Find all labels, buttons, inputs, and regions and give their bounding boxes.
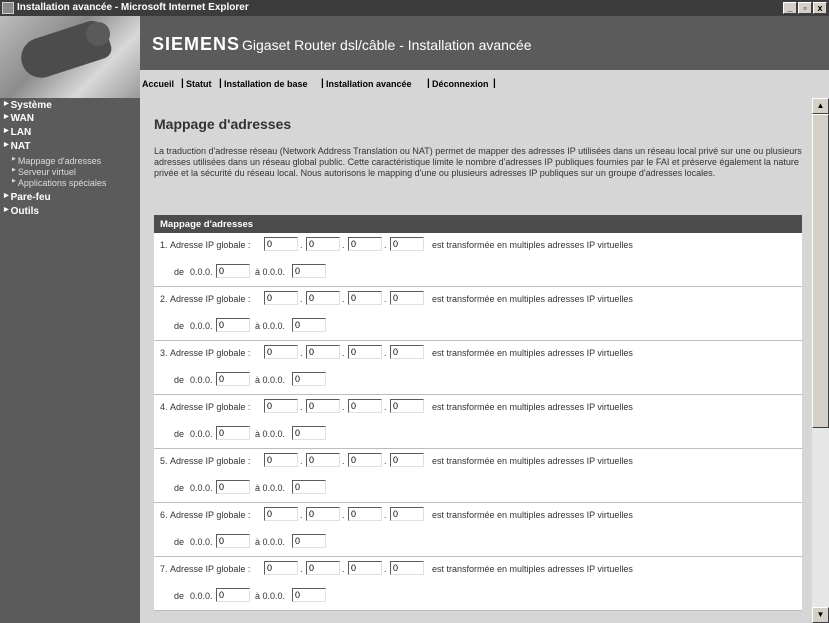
nav-deconnexion[interactable]: Déconnexion (432, 79, 489, 89)
row-number: 2. (160, 294, 168, 304)
transform-text: est transformée en multiples adresses IP virtuelles (432, 456, 633, 466)
transform-text: est transformée en multiples adresses IP virtuelles (432, 564, 633, 574)
ip-octet-4-input[interactable] (390, 561, 424, 575)
global-ip-label: Adresse IP globale : (170, 348, 251, 358)
range-prefix: 0.0.0. (190, 591, 213, 601)
triangle-right-icon: ▶ (12, 178, 16, 184)
to-label: à 0.0.0. (255, 429, 286, 439)
from-label: de (174, 537, 185, 547)
ip-dot: . (384, 294, 387, 304)
global-ip-label: Adresse IP globale : (170, 510, 251, 520)
triangle-right-icon: ▶ (4, 128, 9, 134)
from-label: de (174, 429, 185, 439)
triangle-right-icon: ▶ (4, 193, 9, 199)
nav-statut[interactable]: Statut (186, 79, 212, 89)
nav-installation-de-base[interactable]: Installation de base (224, 79, 308, 89)
ip-octet-2-input[interactable] (306, 345, 340, 359)
mapping-row (154, 503, 802, 557)
range-start-input[interactable] (216, 480, 250, 494)
ip-octet-3-input[interactable] (348, 345, 382, 359)
ip-octet-4-input[interactable] (390, 453, 424, 467)
nav-separator: | (321, 78, 324, 89)
minimize-button[interactable]: _ (783, 2, 797, 14)
maximize-button[interactable]: ▫ (798, 2, 812, 14)
ip-dot: . (384, 348, 387, 358)
mapping-row (154, 449, 802, 503)
range-end-input[interactable] (292, 534, 326, 548)
global-ip-label: Adresse IP globale : (170, 402, 251, 412)
row-number: 4. (160, 402, 168, 412)
page-description: La traduction d'adresse réseau (Network Address Translation ou NAT) permet de mapper des adresses IP utilisées dans un réseau local privé sur une ou plusieurs adresses utilisées dans un réseau global public. Cette caractéristique limite le nombre d'adresses IP publiques fournies par le FAI et préserve également la nature privée et la sécurité du réseau local. Nous autorisons le mapping d'une ou plusieurs adresses IP publiques sur un groupe d'adresses locales. (154, 146, 802, 178)
window-title: Installation avancée - Microsoft Internet Explorer (17, 2, 249, 13)
range-prefix: 0.0.0. (190, 267, 213, 277)
global-ip-label: Adresse IP globale : (170, 240, 251, 250)
sidebar-subitem-serveur-virtuel[interactable] (12, 167, 76, 177)
table-header-label: Mappage d'adresses (160, 219, 254, 230)
sidebar-subitem-label: Mappage d'adresses (17, 156, 102, 166)
brand-logo: SIEMENS (152, 34, 241, 54)
to-label: à 0.0.0. (255, 267, 286, 277)
ip-octet-1-input[interactable] (264, 561, 298, 575)
scroll-up-icon[interactable]: ▲ (812, 98, 829, 114)
top-nav (140, 70, 829, 98)
ip-octet-3-input[interactable] (348, 399, 382, 413)
vertical-scrollbar[interactable] (812, 98, 829, 623)
mapping-row (154, 341, 802, 395)
ip-dot: . (300, 510, 303, 520)
scrollbar-thumb[interactable] (812, 114, 829, 428)
ip-octet-4-input[interactable] (390, 507, 424, 521)
range-start-input[interactable] (216, 588, 250, 602)
sidebar-item-label: Pare-feu (10, 192, 51, 203)
transform-text: est transformée en multiples adresses IP virtuelles (432, 294, 633, 304)
range-prefix: 0.0.0. (190, 375, 213, 385)
ip-octet-1-input[interactable] (264, 345, 298, 359)
range-start-input[interactable] (216, 264, 250, 278)
transform-text: est transformée en multiples adresses IP virtuelles (432, 240, 633, 250)
ip-dot: . (342, 456, 345, 466)
nav-installation-avancee[interactable]: Installation avancée (326, 79, 412, 89)
page-title: Mappage d'adresses (154, 116, 292, 132)
sidebar-item-wan[interactable] (4, 113, 34, 124)
nav-separator: | (181, 78, 184, 89)
ip-octet-2-input[interactable] (306, 561, 340, 575)
sidebar-subitem-label: Serveur virtuel (17, 167, 76, 177)
ip-octet-3-input[interactable] (348, 237, 382, 251)
banner-photo (0, 16, 140, 98)
ip-octet-1-input[interactable] (264, 237, 298, 251)
ip-octet-4-input[interactable] (390, 345, 424, 359)
sidebar-item-label: LAN (10, 127, 32, 138)
ip-dot: . (342, 402, 345, 412)
mapping-row (154, 557, 802, 611)
scroll-down-icon[interactable]: ▼ (812, 607, 829, 623)
sidebar (0, 98, 140, 623)
ip-octet-3-input[interactable] (348, 561, 382, 575)
range-end-input[interactable] (292, 480, 326, 494)
range-end-input[interactable] (292, 318, 326, 332)
close-button[interactable]: x (813, 2, 827, 14)
ip-dot: . (342, 564, 345, 574)
nav-separator: | (427, 78, 430, 89)
triangle-right-icon: ▶ (12, 167, 16, 173)
ip-dot: . (384, 456, 387, 466)
from-label: de (174, 483, 185, 493)
range-prefix: 0.0.0. (190, 321, 213, 331)
to-label: à 0.0.0. (255, 375, 286, 385)
from-label: de (174, 267, 185, 277)
range-end-input[interactable] (292, 426, 326, 440)
ip-octet-1-input[interactable] (264, 507, 298, 521)
ip-octet-2-input[interactable] (306, 453, 340, 467)
mapping-row (154, 395, 802, 449)
ip-dot: . (300, 294, 303, 304)
ip-dot: . (300, 564, 303, 574)
global-ip-label: Adresse IP globale : (170, 294, 251, 304)
ip-octet-3-input[interactable] (348, 291, 382, 305)
transform-text: est transformée en multiples adresses IP virtuelles (432, 348, 633, 358)
product-title: Gigaset Router dsl/câble - Installation avancée (242, 37, 532, 53)
mapping-row (154, 233, 802, 287)
window-titlebar (0, 0, 829, 16)
row-number: 6. (160, 510, 168, 520)
range-end-input[interactable] (292, 588, 326, 602)
global-ip-label: Adresse IP globale : (170, 456, 251, 466)
sidebar-item-lan[interactable] (4, 127, 31, 138)
ip-dot: . (300, 402, 303, 412)
sidebar-item-label: Outils (10, 206, 39, 217)
ip-octet-1-input[interactable] (264, 453, 298, 467)
to-label: à 0.0.0. (255, 537, 286, 547)
global-ip-label: Adresse IP globale : (170, 564, 251, 574)
transform-text: est transformée en multiples adresses IP virtuelles (432, 510, 633, 520)
ip-dot: . (384, 510, 387, 520)
nav-separator: | (493, 78, 496, 89)
row-number: 3. (160, 348, 168, 358)
sidebar-item-label: WAN (10, 113, 34, 124)
triangle-right-icon: ▶ (4, 207, 9, 213)
range-prefix: 0.0.0. (190, 483, 213, 493)
sidebar-item-label: NAT (10, 141, 31, 152)
range-start-input[interactable] (216, 318, 250, 332)
range-start-input[interactable] (216, 372, 250, 386)
ie-icon (2, 2, 14, 14)
row-number: 5. (160, 456, 168, 466)
ip-octet-2-input[interactable] (306, 507, 340, 521)
from-label: de (174, 321, 185, 331)
nav-accueil[interactable]: Accueil (142, 79, 175, 89)
ip-dot: . (342, 348, 345, 358)
ip-octet-2-input[interactable] (306, 291, 340, 305)
sidebar-subitem-mappage[interactable] (12, 156, 101, 166)
transform-text: est transformée en multiples adresses IP virtuelles (432, 402, 633, 412)
ip-octet-2-input[interactable] (306, 237, 340, 251)
sidebar-item-pare-feu[interactable] (4, 192, 51, 203)
ip-octet-1-input[interactable] (264, 291, 298, 305)
triangle-right-icon: ▶ (12, 156, 16, 162)
ip-dot: . (300, 240, 303, 250)
range-start-input[interactable] (216, 426, 250, 440)
row-number: 1. (160, 240, 168, 250)
ip-dot: . (300, 348, 303, 358)
to-label: à 0.0.0. (255, 321, 286, 331)
from-label: de (174, 591, 185, 601)
ip-dot: . (342, 294, 345, 304)
window-controls (783, 2, 827, 14)
sidebar-item-systeme[interactable] (4, 100, 52, 111)
banner (140, 16, 829, 70)
sidebar-item-nat[interactable] (4, 141, 30, 152)
ip-octet-3-input[interactable] (348, 453, 382, 467)
sidebar-subitem-label: Applications spéciales (17, 178, 107, 188)
range-end-input[interactable] (292, 372, 326, 386)
row-number: 7. (160, 564, 168, 574)
to-label: à 0.0.0. (255, 483, 286, 493)
mapping-row (154, 287, 802, 341)
nav-separator: | (219, 78, 222, 89)
range-end-input[interactable] (292, 264, 326, 278)
ip-octet-2-input[interactable] (306, 399, 340, 413)
table-header (154, 215, 802, 233)
ip-octet-4-input[interactable] (390, 399, 424, 413)
ip-octet-1-input[interactable] (264, 399, 298, 413)
triangle-right-icon: ▶ (4, 114, 9, 120)
ip-dot: . (342, 510, 345, 520)
photo-figure-head (86, 22, 110, 46)
ip-dot: . (384, 240, 387, 250)
sidebar-item-label: Système (10, 100, 52, 111)
ip-octet-4-input[interactable] (390, 291, 424, 305)
ip-octet-3-input[interactable] (348, 507, 382, 521)
sidebar-item-outils[interactable] (4, 206, 39, 217)
ip-dot: . (300, 456, 303, 466)
range-prefix: 0.0.0. (190, 537, 213, 547)
triangle-right-icon: ▶ (4, 142, 9, 148)
range-prefix: 0.0.0. (190, 429, 213, 439)
sidebar-subitem-applications[interactable] (12, 178, 106, 188)
ip-dot: . (384, 564, 387, 574)
triangle-right-icon: ▶ (4, 101, 9, 107)
ip-octet-4-input[interactable] (390, 237, 424, 251)
ip-dot: . (342, 240, 345, 250)
range-start-input[interactable] (216, 534, 250, 548)
main-content (140, 98, 812, 623)
ip-dot: . (384, 402, 387, 412)
from-label: de (174, 375, 185, 385)
to-label: à 0.0.0. (255, 591, 286, 601)
